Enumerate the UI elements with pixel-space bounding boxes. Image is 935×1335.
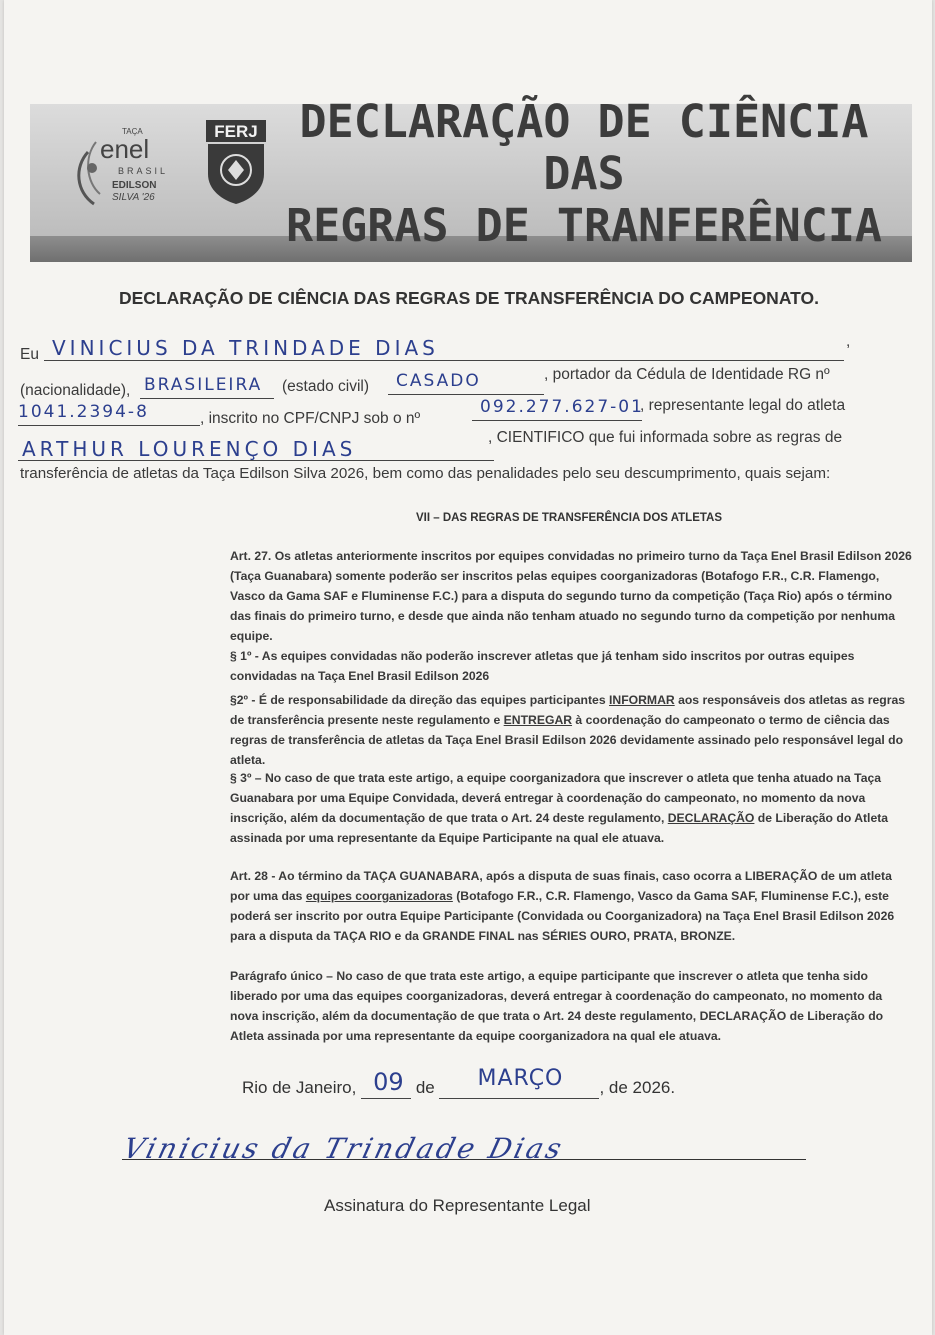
date-year: , de 2026.	[599, 1078, 676, 1097]
date-city: Rio de Janeiro,	[242, 1078, 357, 1097]
logo-taca-text: TAÇA	[122, 127, 143, 136]
par3-text-a: § 3º – No caso de que trata este artigo, a equipe coorganizadora que inscrever o atleta que tenha atuado na Taça Guanabara por uma Equipe Convidada, deverá entregar à coordenação do campeonato, no momento da nova inscrição, além da documentação de que trata o Art. 24 deste regulamento,	[230, 771, 882, 825]
paragraph-3	[230, 768, 914, 848]
cpf-value: 092.277.627-01	[480, 397, 644, 417]
day-value: 09	[373, 1068, 404, 1096]
document-page	[4, 0, 932, 1335]
art27-paragraph: Art. 27. Os atletas anteriormente inscritos por equipes convidadas no primeiro turno da Taça Enel Brasil Edilson 2026 (Taça Guanabara) somente poderão ser inscritos pelas equipes coorganizadoras (Botafogo F.R., C.R. Flamengo, Vasco da Gama SAF e Fluminense F.C.) para a disputa do segundo turno da competição (Taça Rio) após o término das finais do primeiro turno, e desde que ainda não tenham atuado no segundo turno da competição por nenhuma equipe.	[230, 549, 912, 643]
nationality-label: (nacionalidade),	[20, 382, 131, 399]
par2-text-c: à coordenação do campeonato o termo de ciência das regras de transferência de atletas da Taça Enel Brasil Edilson 2026 devidamente assinado pelo responsável legal do atleta.	[230, 713, 904, 767]
month-value: MARÇO	[477, 1066, 564, 1091]
ferj-acronym: FERJ	[214, 122, 258, 141]
par2-text-a: §2º - É de responsabilidade da direção das equipes participantes	[230, 693, 610, 707]
athlete-value: ARTHUR LOURENÇO DIAS	[22, 437, 357, 461]
par3-text-b: de Liberação do Atleta assinada por uma representante da Equipe Participante na qual ele atuava.	[230, 811, 889, 845]
ferj-shield-logo	[204, 118, 268, 206]
par2-informar: INFORMAR	[609, 693, 675, 707]
name-comma: ,	[846, 333, 851, 350]
civil-label: (estado civil)	[282, 378, 369, 395]
paragraph-2	[230, 690, 914, 770]
date-de: de	[415, 1078, 435, 1097]
art28-paragraph	[230, 866, 914, 946]
rg-label: , portador da Cédula de Identidade RG nº	[544, 366, 830, 383]
date-line	[242, 1066, 676, 1099]
signature-label: Assinatura do Representante Legal	[324, 1196, 591, 1215]
section-title: VII – DAS REGRAS DE TRANSFERÊNCIA DOS ATLETAS	[415, 512, 723, 524]
eu-label: Eu	[20, 346, 39, 363]
document-title: DECLARAÇÃO DE CIÊNCIA DAS REGRAS DE TRANSFERÊNCIA DO CAMPEONATO.	[118, 288, 820, 308]
par2-entregar: ENTREGAR	[503, 713, 573, 727]
signature-handwriting: Vinicius da Trindade Dias	[119, 1132, 568, 1165]
month-underline	[439, 1066, 599, 1099]
paragrafo-unico: Parágrafo único – No caso de que trata este artigo, a equipe participante que inscrever o atleta que tenha sido liberado por uma das equipes coorganizadoras, deverá entregar à coordenação do campeonato, no momento da nova inscrição, além da documentação de que trata o Art. 24 deste regulamento, DECLARAÇÃO de Liberação do Atleta assinada por uma representante da equipe coorganizadora na qual ele atuava.	[230, 969, 884, 1043]
logo-brasil-text: BRASIL	[118, 166, 169, 176]
art28-text-a: Art. 28 - Ao término da TAÇA GUANABARA, após a disputa de suas finais, caso ocorra a LIBERAÇÃO de um atleta por uma das	[230, 869, 892, 903]
rep-label: , representante legal do atleta	[640, 397, 846, 414]
paragraph-1: § 1º - As equipes convidadas não poderão inscrever atletas que já tenham sido inscritos por outras equipes convidadas na Taça Enel Brasil Edilson 2026	[230, 649, 855, 683]
art28-coorganizadoras: equipes coorganizadoras	[305, 889, 453, 903]
logo-name-line1: EDILSON	[112, 180, 157, 191]
transfer-intro-text: transferência de atletas da Taça Edilson Silva 2026, bem como das penalidades pelo seu descumprimento, quais sejam:	[20, 465, 831, 482]
cpf-label: , inscrito no CPF/CNPJ sob o nº	[200, 410, 421, 427]
art28-text-b: (Botafogo F.R., C.R. Flamengo, Vasco da Gama SAF, Fluminense F.C.), este poderá ser inscrito por outra Equipe Participante (Convidada ou Coorganizadora) na Taça Enel Brasil Edilson 2026 para a disputa da TAÇA RIO e da GRANDE FINAL nas SÉRIES OURO, PRATA, BRONZE.	[230, 889, 895, 943]
rg-value: 1041.2394-8	[18, 402, 149, 422]
cientifico-label: , CIENTIFICO que fui informada sobre as regras de	[488, 429, 843, 446]
logo-name-line2: SILVA '26	[112, 192, 155, 203]
civil-value: CASADO	[396, 371, 481, 391]
logo-enel-text: enel	[100, 134, 150, 164]
nationality-value: BRASILEIRA	[144, 375, 263, 395]
taca-enel-logo	[66, 112, 200, 220]
header-title-line1: DECLARAÇÃO DE CIÊNCIA DAS	[299, 95, 869, 200]
par2-text-b: aos responsáveis dos atletas as regras de transferência presente neste regulamento e	[230, 693, 906, 727]
header-title-line2: REGRAS DE TRANFERÊNCIA	[285, 199, 883, 252]
par3-declaracao: DECLARAÇÃO	[667, 811, 755, 825]
name-value: VINICIUS DA TRINDADE DIAS	[52, 336, 439, 360]
signature-line	[122, 1159, 806, 1160]
header-title	[274, 96, 894, 252]
day-underline	[361, 1068, 411, 1099]
